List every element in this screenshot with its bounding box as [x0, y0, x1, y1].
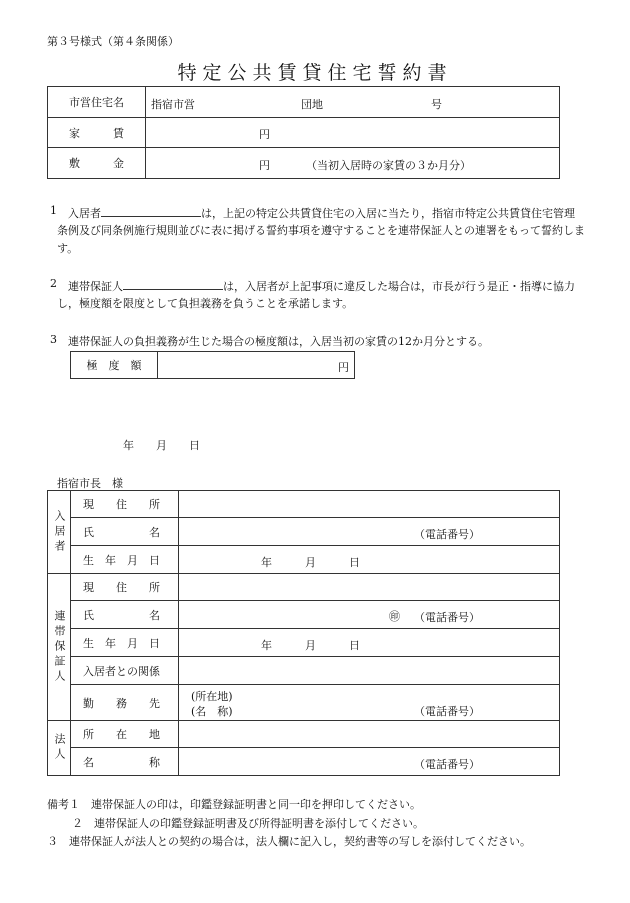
clause-1-line1 [68, 204, 575, 221]
tenant-group-label: 入居者 [48, 491, 71, 574]
guarantor-name-blank[interactable] [123, 277, 223, 290]
work-location-label: (所在地) [191, 690, 233, 703]
clause-1-text1: は，上記の特定公共賃貸住宅の入居に当たり，指宿市特定公共賃貸住宅管理 [201, 207, 575, 220]
housing-name-field[interactable] [146, 87, 560, 118]
workplace-field[interactable] [179, 685, 560, 721]
clause-3-text: 連帯保証人の負担義務が生じた場合の極度額は，入居当初の家賃の12か月分とする。 [68, 335, 489, 348]
guarantor-birth-field[interactable] [179, 629, 560, 657]
tenant-phone-label: （電話番号） [414, 528, 480, 541]
rent-field[interactable] [146, 118, 560, 148]
deposit-label: 敷 金 [48, 148, 146, 179]
tenant-name-label: 氏 名 [71, 518, 179, 546]
limit-amount-table [70, 351, 355, 379]
corp-group-label: 法人 [48, 721, 71, 776]
danchi-label: 団地 [301, 98, 323, 111]
relation-label: 入居者との関係 [71, 657, 179, 685]
relation-field[interactable] [179, 657, 560, 685]
guarantor-address-field[interactable] [179, 574, 560, 601]
limit-amount-field[interactable] [158, 352, 355, 379]
note-3: ３ 連帯保証人が法人との契約の場合は，法人欄に記入し，契約書等の写しを添付してください。 [47, 835, 531, 848]
guarantor-name-label: 氏 名 [71, 601, 179, 629]
clause-1-text3: す。 [57, 242, 79, 255]
housing-name-label: 市営住宅名 [48, 87, 146, 118]
limit-amount-label: 極 度 額 [71, 352, 158, 379]
clause-1-number: 1 [50, 204, 57, 217]
corp-name-field[interactable] [179, 748, 560, 776]
guarantor-label: 連帯保証人 [68, 280, 123, 293]
form-number: 第３号様式（第４条関係） [47, 35, 179, 48]
tenant-name-blank[interactable] [101, 204, 201, 217]
go-label: 号 [431, 98, 442, 111]
deposit-field[interactable] [146, 148, 560, 179]
guarantor-address-label: 現 住 所 [71, 574, 179, 601]
parties-table [47, 490, 560, 776]
limit-amount-yen: 円 [338, 361, 349, 374]
work-name-label: (名 称) [191, 705, 233, 718]
note-1: 備考１ 連帯保証人の印は，印鑑登録証明書と同一印を押印してください。 [47, 798, 421, 811]
addressee: 指宿市長 様 [57, 477, 123, 490]
note-2: ２ 連帯保証人の印鑑登録証明書及び所得証明書を添付してください。 [72, 817, 424, 830]
rent-yen: 円 [259, 128, 270, 141]
deposit-yen: 円 [259, 159, 270, 172]
clause-2-number: 2 [50, 277, 57, 290]
page-title: 特定公共賃貸住宅誓約書 [177, 62, 453, 84]
tenant-birth-field[interactable] [179, 546, 560, 574]
housing-info-table [47, 86, 560, 179]
workplace-label: 勤 務 先 [71, 685, 179, 721]
clause-2-text2: し，極度額を限度として負担義務を負うことを承諾します。 [57, 297, 354, 310]
tenant-birth-ymd: 年 月 日 [261, 556, 360, 569]
tenant-name-field[interactable] [179, 518, 560, 546]
corp-name-label: 名 称 [71, 748, 179, 776]
guarantor-birth-label: 生 年 月 日 [71, 629, 179, 657]
guarantor-group-label: 連帯保証人 [48, 574, 71, 721]
corp-location-field[interactable] [179, 721, 560, 748]
date-line[interactable]: 年 月 日 [123, 439, 200, 452]
corp-phone-label: （電話番号） [414, 758, 480, 771]
tenant-birth-label: 生 年 月 日 [71, 546, 179, 574]
tenant-address-label: 現 住 所 [71, 491, 179, 518]
guarantor-birth-ymd: 年 月 日 [261, 639, 360, 652]
clause-3-number: 3 [50, 333, 57, 346]
tenant-label: 入居者 [68, 207, 101, 220]
workplace-phone-label: （電話番号） [414, 705, 480, 718]
guarantor-phone-label: （電話番号） [414, 611, 480, 624]
guarantor-name-field[interactable] [179, 601, 560, 629]
tenant-address-field[interactable] [179, 491, 560, 518]
rent-label: 家 賃 [48, 118, 146, 148]
seal-mark: ㊞ [389, 610, 400, 623]
clause-1-text2: 条例及び同条例施行規則並びに表に掲げる誓約事項を遵守することを連帯保証人との連署をもって誓約しま [57, 224, 585, 237]
corp-location-label: 所 在 地 [71, 721, 179, 748]
city-prefix: 指宿市営 [151, 98, 195, 111]
clause-2-line1 [68, 277, 575, 294]
clause-2-text1: は，入居者が上記事項に違反した場合は，市長が行う是正・指導に協力 [223, 280, 575, 293]
deposit-note: （当初入居時の家賃の３か月分） [306, 159, 471, 172]
